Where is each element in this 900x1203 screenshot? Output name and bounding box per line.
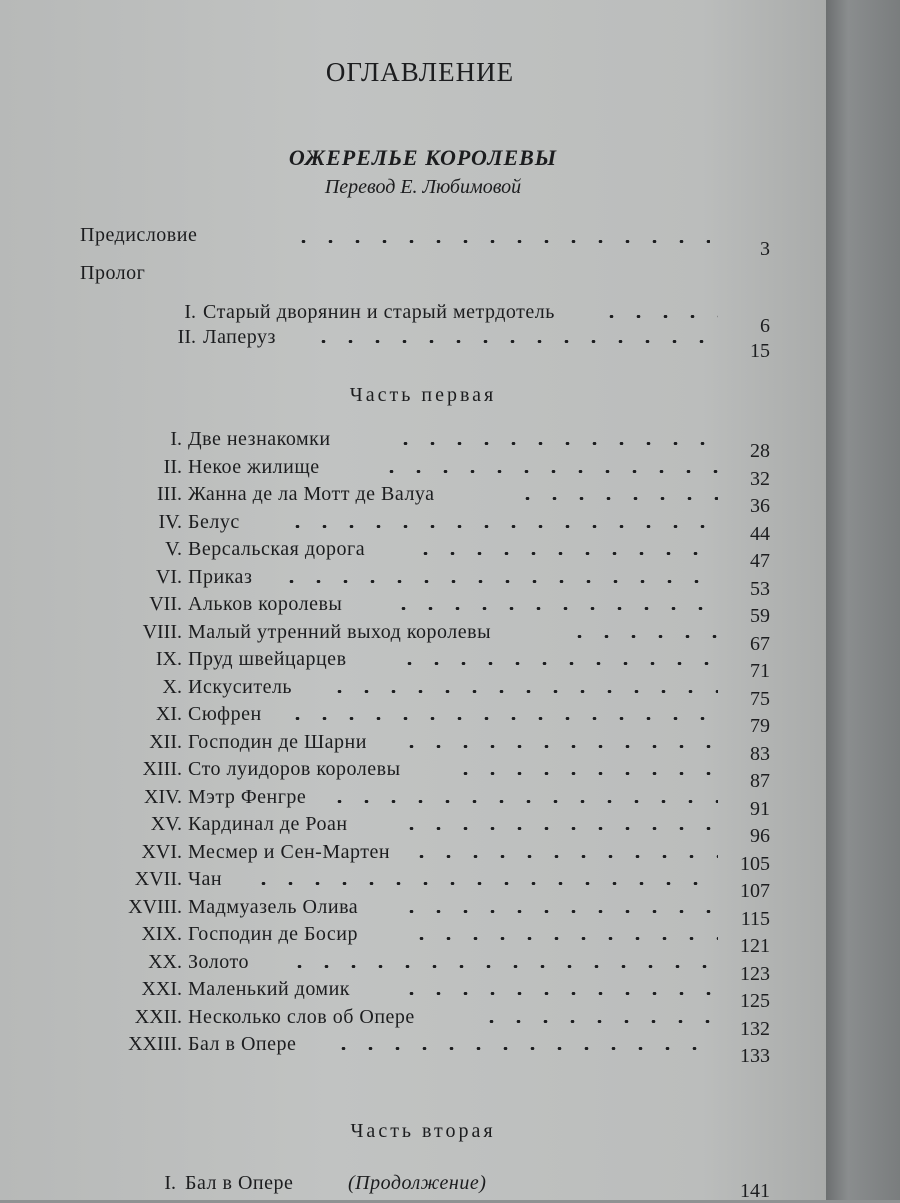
chapter-page: 32	[750, 467, 770, 490]
translator-credit: Перевод Е. Любимовой	[324, 176, 522, 198]
chapter-title: Малый утренний выход королевы	[188, 620, 492, 643]
chapter-number: XV.	[150, 813, 182, 835]
leader-dots	[398, 910, 718, 913]
chapter-title: Некое жилище	[188, 455, 320, 478]
toc-entry	[0, 978, 826, 1012]
toc-entry	[0, 923, 826, 957]
toc-entry	[0, 326, 826, 362]
chapter-page: 105	[740, 852, 770, 875]
leader-dots	[326, 690, 718, 693]
chapter-title: Чан	[188, 868, 223, 890]
chapter-number: XXIII.	[128, 1033, 182, 1055]
leader-dots	[398, 827, 718, 830]
chapter-page: 125	[740, 990, 770, 1012]
chapter-title: Маленький домик	[188, 978, 351, 1000]
toc-entry-preface	[0, 224, 826, 260]
chapter-number: XVI.	[141, 840, 182, 863]
chapter-page: 121	[740, 935, 770, 957]
leader-dots	[478, 1020, 718, 1023]
leader-dots	[452, 772, 718, 775]
chapter-page: 141	[740, 1180, 770, 1202]
part-two-label: Часть вторая	[350, 1120, 496, 1142]
part-one-label: Часть первая	[349, 384, 497, 406]
leader-dots	[330, 1047, 718, 1050]
entry-title: Пролог	[80, 262, 146, 284]
leader-dots	[396, 662, 718, 665]
chapter-number: VI.	[155, 565, 182, 588]
leader-dots	[278, 580, 718, 583]
leader-dots	[392, 442, 718, 445]
chapter-number: II.	[177, 326, 196, 348]
chapter-page: 115	[740, 907, 770, 930]
toc-entry	[0, 1033, 826, 1067]
chapter-title: Старый дворянин и старый метрдотель	[203, 301, 555, 323]
chapter-title: Две незнакомки	[188, 428, 331, 450]
leader-dots	[398, 992, 718, 995]
leader-dots	[514, 497, 718, 500]
chapter-number: XIV.	[144, 785, 182, 808]
toc-entry-prologue	[0, 262, 826, 292]
chapter-number: XXII.	[134, 1005, 182, 1028]
chapter-number: VII.	[149, 593, 182, 615]
chapter-number: IV.	[158, 510, 182, 533]
chapter-number: III.	[157, 483, 182, 505]
entry-title: Предисловие	[80, 224, 198, 246]
chapter-title: Месмер и Сен-Мартен	[188, 840, 391, 863]
toc-entry	[0, 1005, 826, 1040]
page-edge-shadow	[826, 0, 900, 1200]
toc-entry	[0, 758, 826, 792]
leader-dots	[284, 717, 718, 720]
chapter-title: Мадмуазель Олива	[188, 895, 359, 918]
entry-page: 3	[760, 238, 770, 260]
chapter-title: Бал в Опере	[185, 1172, 294, 1194]
chapter-number: I.	[164, 1172, 176, 1194]
chapter-number: XI.	[155, 703, 182, 725]
chapter-number: II.	[163, 455, 182, 478]
chapter-page: 107	[740, 880, 770, 902]
toc-entry	[0, 538, 826, 572]
toc-entry	[0, 703, 826, 737]
chapter-page: 15	[750, 340, 770, 362]
toc-heading: ОГЛАВЛЕНИЕ	[325, 57, 515, 87]
chapter-title: Белус	[188, 510, 240, 533]
chapter-title: Кардинал де Роан	[188, 813, 348, 835]
toc-entry	[0, 455, 826, 490]
leader-dots	[566, 635, 718, 638]
toc-entry	[0, 483, 826, 517]
leader-dots	[284, 525, 718, 528]
chapter-page: 83	[750, 742, 770, 765]
chapter-number: XIX.	[141, 923, 182, 945]
chapter-title: Лаперуз	[203, 326, 276, 348]
toc-entry	[0, 593, 826, 627]
toc-entry	[0, 730, 826, 765]
chapter-title: Мэтр Фенгре	[188, 785, 307, 808]
chapter-page: 79	[750, 715, 770, 737]
chapter-number: I.	[184, 301, 196, 323]
chapter-title: Альков королевы	[188, 593, 343, 615]
toc-entry	[0, 840, 826, 875]
chapter-title: Золото	[188, 950, 249, 973]
toc-entry	[0, 785, 826, 820]
chapter-page: 6	[760, 315, 770, 337]
chapter-number: V.	[165, 538, 182, 560]
chapter-number: XXI.	[141, 978, 182, 1000]
toc-entry	[0, 428, 826, 462]
chapter-title: Жанна де ла Мотт де Валуа	[188, 483, 435, 505]
chapter-page: 133	[740, 1045, 770, 1067]
chapter-title: Несколько слов об Опере	[188, 1005, 415, 1028]
leader-dots	[408, 855, 718, 858]
leader-dots	[250, 882, 718, 885]
book-title: ОЖЕРЕЛЬЕ КОРОЛЕВЫ	[288, 145, 558, 170]
toc-entry	[0, 648, 826, 682]
chapter-number: I.	[170, 428, 182, 450]
chapter-page: 91	[750, 797, 770, 820]
chapter-number: IX.	[155, 648, 182, 670]
chapter-page: 67	[750, 632, 770, 655]
leader-dots	[390, 607, 718, 610]
chapter-title: Приказ	[188, 565, 253, 588]
chapter-number: XIII.	[142, 758, 182, 780]
chapter-title: Господин де Шарни	[188, 730, 367, 753]
chapter-page: 123	[740, 962, 770, 985]
chapter-number: VIII.	[142, 620, 182, 643]
toc-entry	[0, 565, 826, 600]
leader-dots	[412, 552, 718, 555]
leader-dots	[290, 240, 710, 243]
toc-entry	[0, 510, 826, 545]
leader-dots	[286, 965, 718, 968]
leader-dots	[408, 937, 718, 940]
chapter-page: 132	[740, 1017, 770, 1040]
toc-entry	[0, 868, 826, 902]
chapter-number: XII.	[149, 730, 182, 753]
chapter-page: 53	[750, 577, 770, 600]
toc-entry	[0, 675, 826, 710]
toc-entry	[0, 813, 826, 847]
chapter-page: 87	[750, 770, 770, 792]
chapter-page: 75	[750, 687, 770, 710]
chapter-title: Пруд швейцарцев	[188, 648, 347, 670]
chapter-note: (Продолжение)	[348, 1172, 487, 1194]
leader-dots	[310, 340, 720, 343]
chapter-title: Бал в Опере	[188, 1033, 297, 1055]
chapter-page: 96	[750, 825, 770, 847]
chapter-title: Версальская дорога	[188, 538, 366, 560]
chapter-number: XVII.	[134, 868, 182, 890]
leader-dots	[398, 745, 718, 748]
leader-dots	[326, 800, 718, 803]
chapter-page: 36	[750, 495, 770, 517]
chapter-page: 59	[750, 605, 770, 627]
chapter-page: 28	[750, 440, 770, 462]
chapter-title: Господин де Босир	[188, 923, 359, 945]
chapter-number: X.	[162, 675, 182, 698]
chapter-number: XX.	[148, 950, 182, 973]
chapter-title: Искуситель	[188, 675, 293, 698]
chapter-page: 44	[750, 522, 770, 545]
chapter-number: XVIII.	[128, 895, 182, 918]
chapter-title: Сто луидоров королевы	[188, 758, 401, 780]
chapter-title: Сюфрен	[188, 703, 262, 725]
toc-entry	[0, 950, 826, 985]
toc-entry	[0, 895, 826, 930]
toc-entry	[0, 1172, 826, 1202]
leader-dots	[378, 470, 718, 473]
toc-entry	[0, 620, 826, 655]
chapter-page: 71	[750, 660, 770, 682]
leader-dots	[598, 315, 718, 318]
chapter-page: 47	[750, 550, 770, 572]
